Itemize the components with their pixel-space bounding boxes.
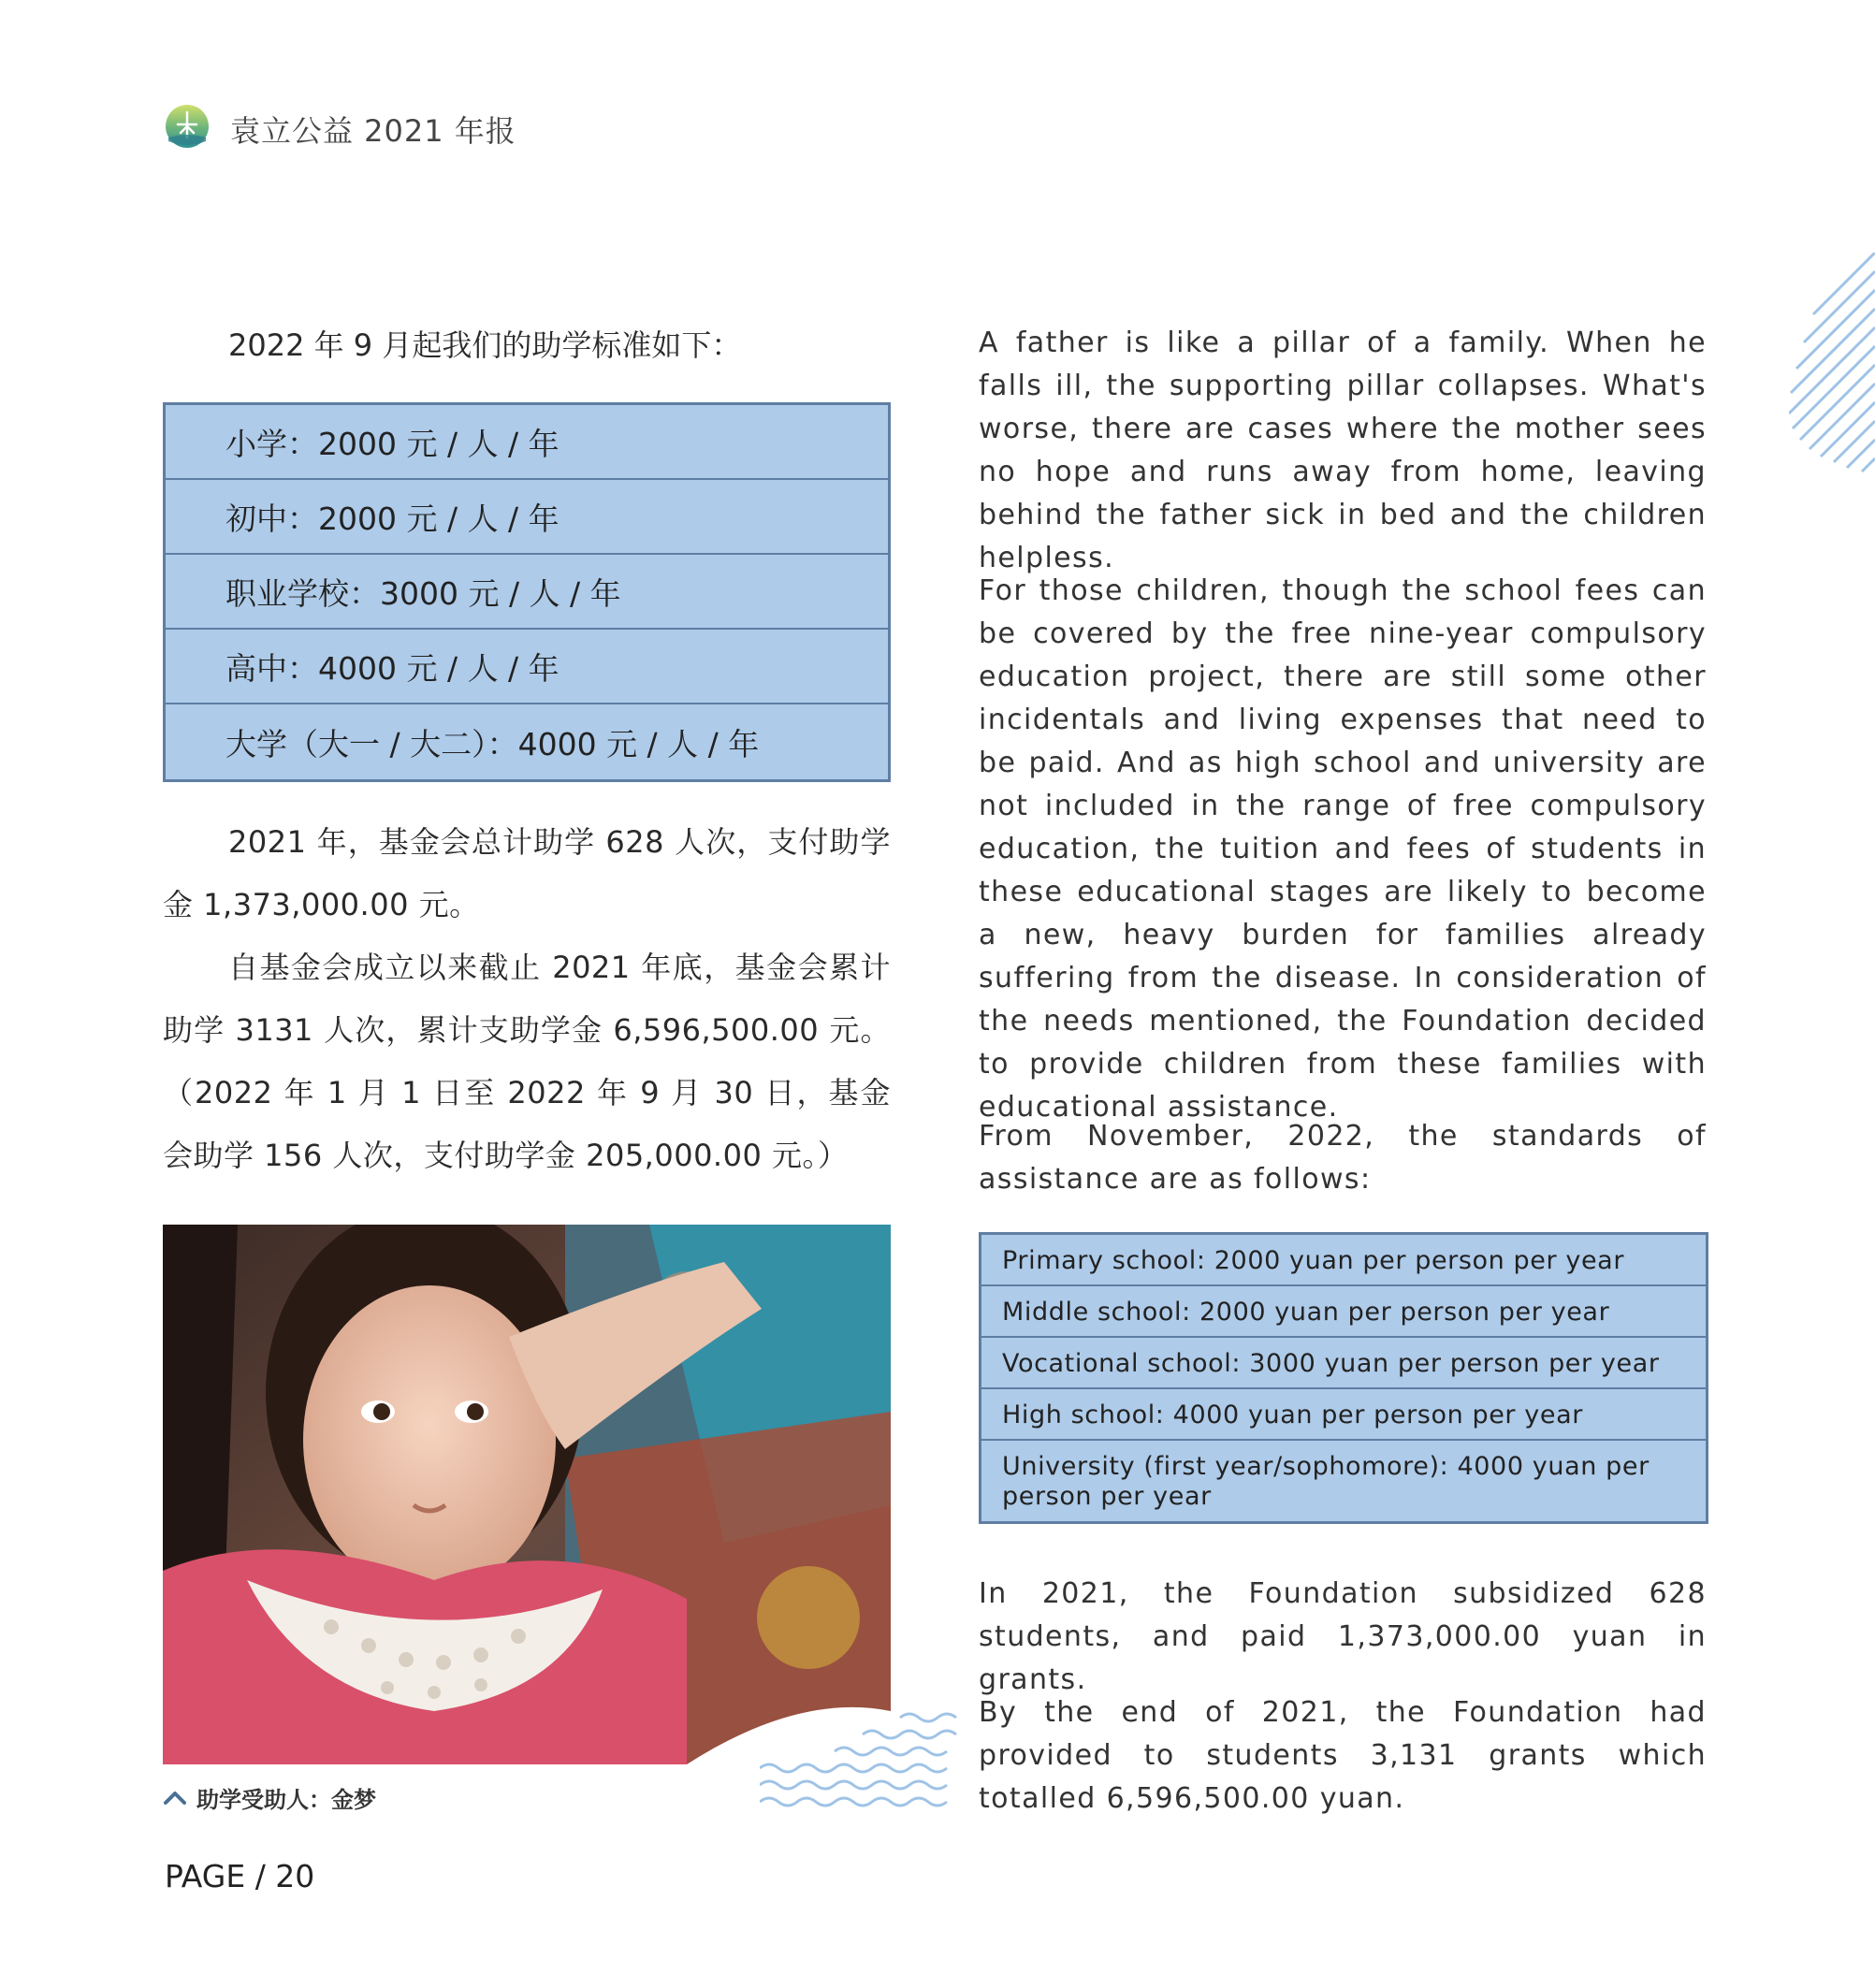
page-number: PAGE / 20	[165, 1858, 315, 1894]
cn-paragraph-cumulative: 自基金会成立以来截止 2021 年底，基金会累计助学 3131 人次，累计支助学金 6,596,500.00 元。（2022 年 1 月 1 日至 2022 年 9 月 30 日，基金会助学 156 人次，支付助学金 205,000.00 元。）	[163, 950, 891, 1173]
en-paragraph-cumulative: By the end of 2021, the Foundation had provided to students 3,131 grants which totalled 6,596,500.00 yuan.	[979, 1696, 1707, 1815]
tree-logo-icon	[165, 104, 210, 149]
en-standard-vocational: Vocational school: 3000 yuan per person per year	[981, 1338, 1706, 1389]
photo-caption: 助学受助人：金梦	[196, 1787, 376, 1813]
en-paragraph-children: For those children, though the school fees can be covered by the free nine-year compulsory education project, there are still some other incidentals and living expenses that need to be paid. And as high school and university are not included in the range of free compulsory education, the tuition and fees of students in these educational stages are likely to become a new, heavy burden for families already suffering from the disease. In consideration of the needs mentioned, the Foundation decided to provide children from these families with educational assistance.	[979, 574, 1707, 1124]
cn-standard-primary: 小学：2000 元 / 人 / 年	[166, 405, 888, 480]
decorative-waves	[760, 1710, 964, 1813]
cn-standards-intro: 2022 年 9 月起我们的助学标准如下：	[228, 327, 742, 363]
chevron-up-icon	[163, 1788, 187, 1807]
en-standard-university: University (first year/sophomore): 4000 yuan per person per year	[1002, 1452, 1650, 1511]
en-standard-high: High school: 4000 yuan per person per year	[981, 1389, 1706, 1441]
en-standards-table	[979, 1232, 1708, 1524]
decorative-stripes	[1789, 253, 1875, 486]
cn-standards-table	[163, 402, 891, 782]
en-paragraph-father: A father is like a pillar of a family. When he falls ill, the supporting pillar collapses. What's worse, there are cases where the mother sees no hope and runs away from home, leaving behind the father sick in bed and the children helpless.	[979, 326, 1707, 574]
cn-paragraph-2021: 2021 年，基金会总计助学 628 人次，支付助学金 1,373,000.00 元。	[163, 824, 891, 922]
report-title: 袁立公益 2021 年报	[230, 113, 516, 149]
cn-standard-vocational: 职业学校：3000 元 / 人 / 年	[166, 555, 888, 630]
en-standards-intro: From November, 2022, the standards of assistance are as follows:	[979, 1120, 1707, 1196]
en-paragraph-2021: In 2021, the Foundation subsidized 628 students, and paid 1,373,000.00 yuan in grants.	[979, 1577, 1707, 1696]
cn-standard-middle: 初中：2000 元 / 人 / 年	[166, 480, 888, 555]
en-standard-middle: Middle school: 2000 yuan per person per year	[981, 1286, 1706, 1338]
en-standard-primary: Primary school: 2000 yuan per person per year	[981, 1235, 1706, 1286]
cn-standard-university: 大学（大一 / 大二）：4000 元 / 人 / 年	[225, 725, 760, 762]
beneficiary-photo	[163, 1225, 891, 1764]
cn-standard-high: 高中：4000 元 / 人 / 年	[166, 630, 888, 704]
